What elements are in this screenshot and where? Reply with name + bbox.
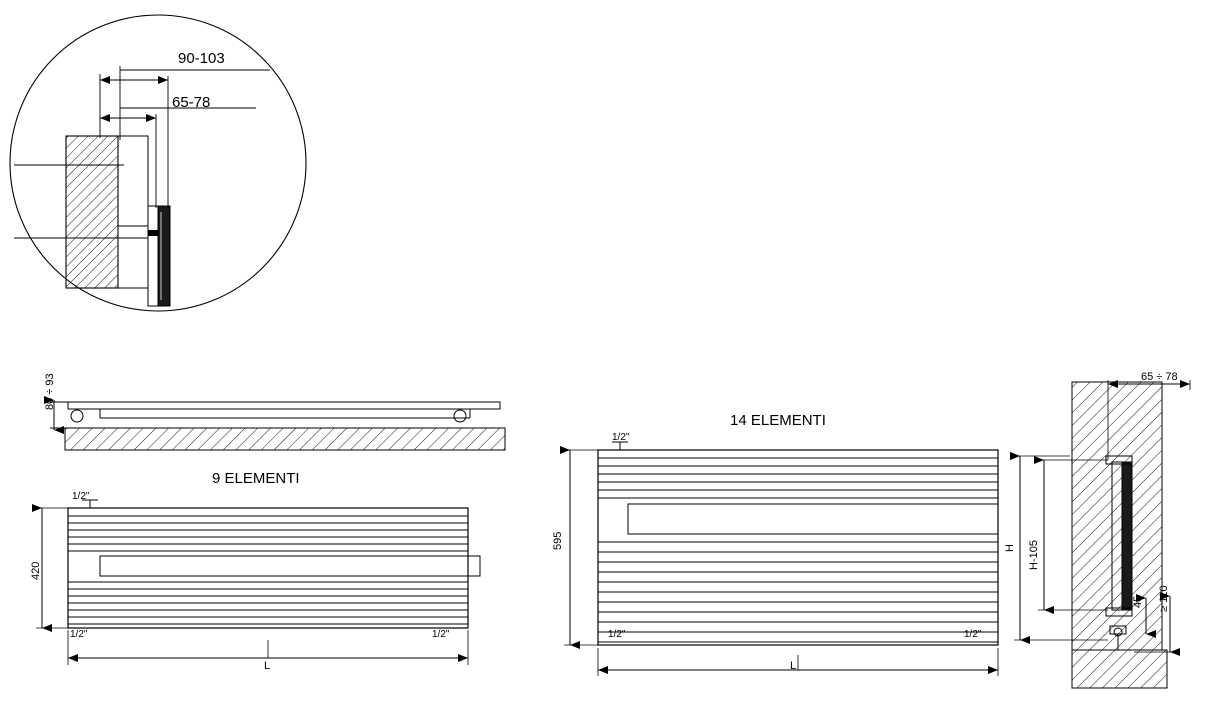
- detail-dim-bottom-label: 65-78: [172, 94, 211, 111]
- view-9-conn-left: 1/2": [70, 629, 88, 640]
- side-h-label: H: [1004, 544, 1016, 552]
- side-45-label: 45: [1132, 595, 1144, 608]
- view-9-height-label: 420: [30, 561, 42, 580]
- side-h105-label: H-105: [1028, 540, 1040, 570]
- side-depth-label: 65 ÷ 78: [1141, 371, 1178, 383]
- view-14-conn-left: 1/2": [608, 629, 626, 640]
- view-9-caption: 9 ELEMENTI: [212, 470, 300, 487]
- view-14-conn-right: 1/2": [964, 629, 982, 640]
- view-14-height-label: 595: [552, 531, 564, 550]
- top-section-view: [40, 340, 540, 460]
- 14-elementi-front-view: [550, 430, 1020, 680]
- side-section-view: [1000, 370, 1212, 700]
- view-14-conn-top: 1/2": [612, 432, 630, 443]
- view-14-width-label: L: [790, 660, 797, 672]
- view-9-width-label: L: [264, 660, 271, 672]
- view-14-caption: 14 ELEMENTI: [730, 412, 826, 429]
- view-9-conn-right: 1/2": [432, 629, 450, 640]
- detail-dim-top-label: 90-103: [178, 50, 225, 67]
- side-floor-label: ≥ 110: [1158, 585, 1170, 612]
- wall-mount-detail: [8, 8, 338, 338]
- wall-block: [66, 136, 118, 288]
- view-9-conn-top: 1/2": [72, 491, 90, 502]
- top-view-height-label: 80 ÷ 93: [44, 373, 56, 410]
